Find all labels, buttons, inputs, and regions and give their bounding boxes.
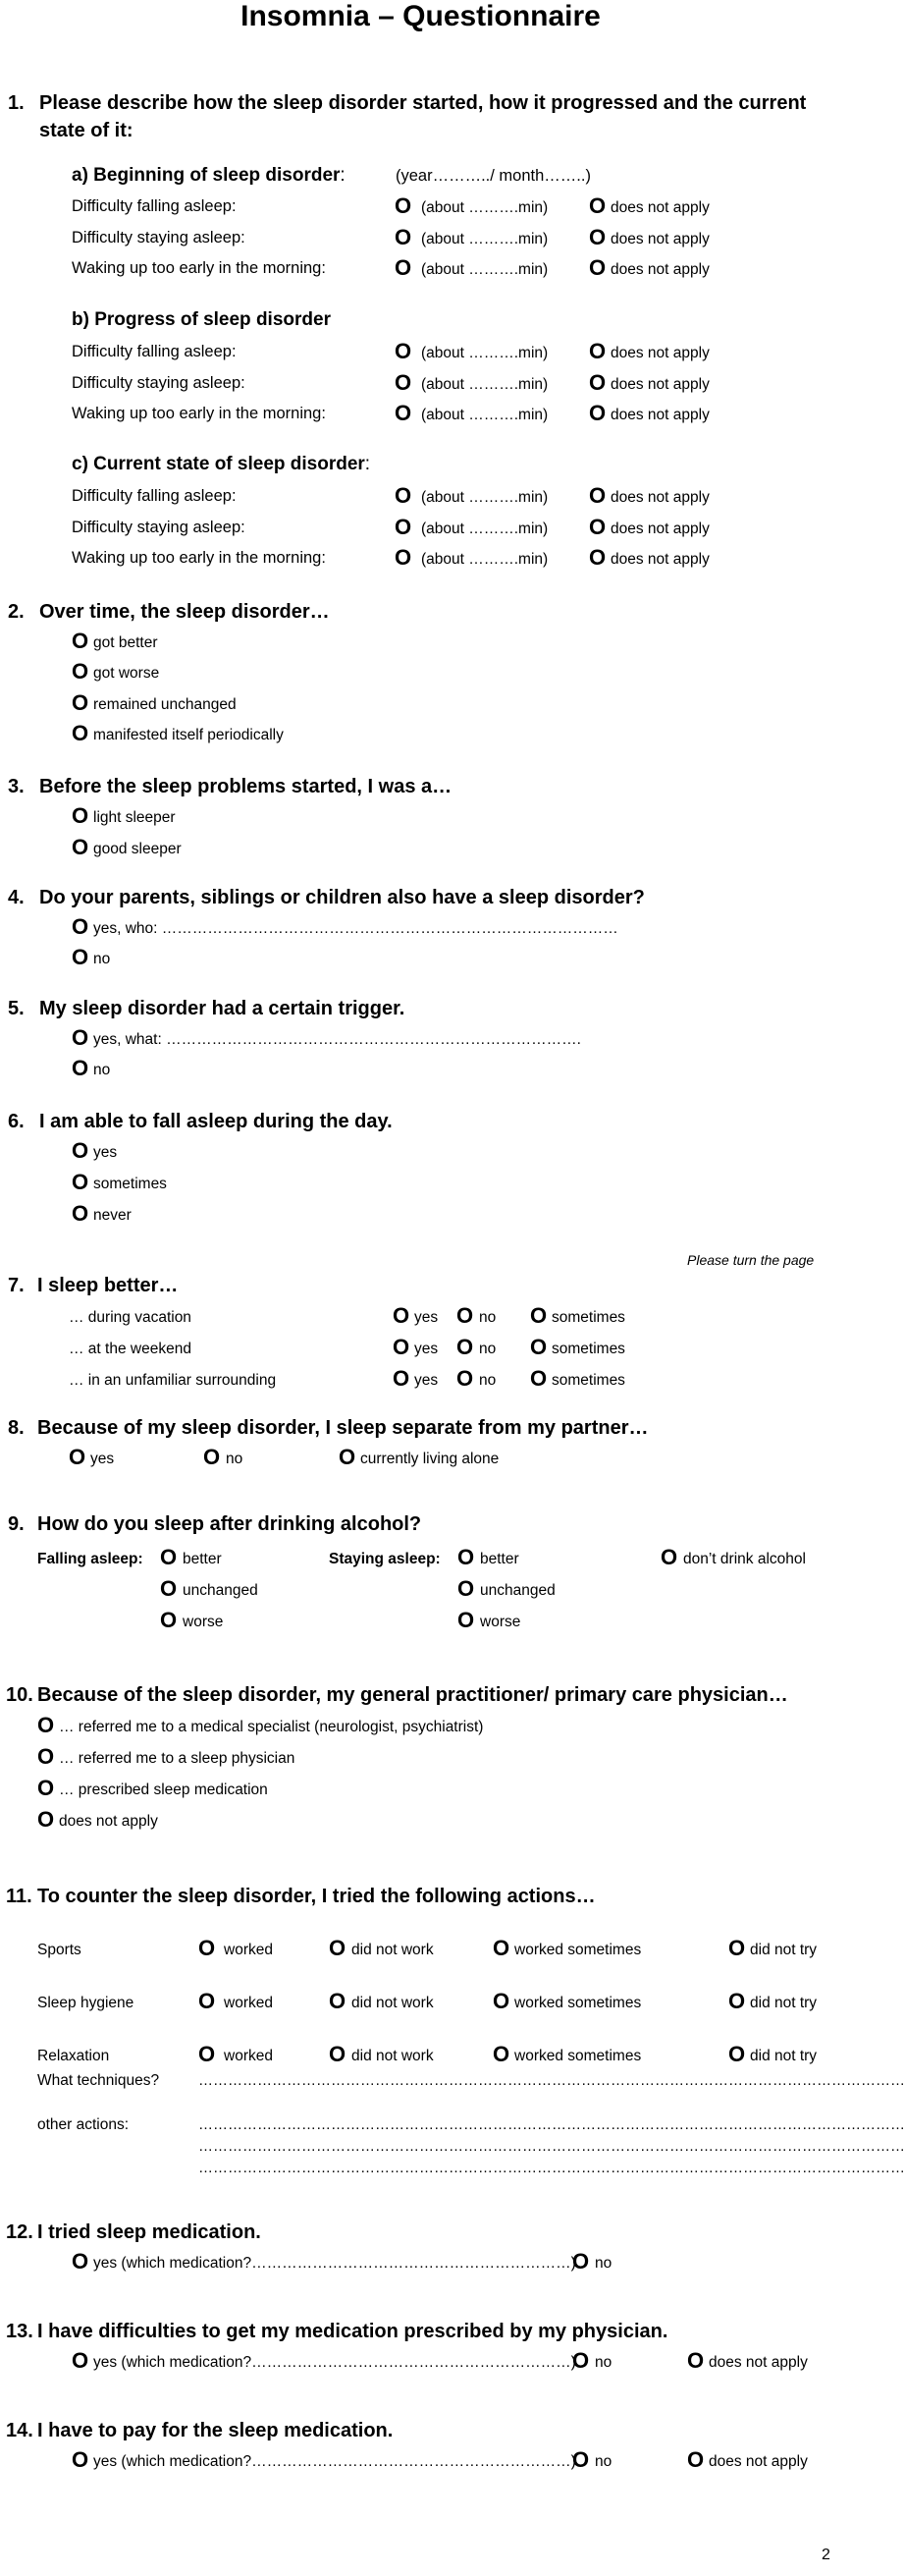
q9-number: 9. xyxy=(8,1513,25,1535)
q10-radio[interactable]: O xyxy=(37,1744,55,1769)
q14-radio-yes[interactable]: O xyxy=(72,2447,89,2472)
q11-radio-worked[interactable]: O xyxy=(198,2042,216,2066)
q11-radio-worked[interactable]: O xyxy=(198,1989,216,2013)
q1c-title-text: c) Current state of sleep disorder xyxy=(72,454,365,474)
q1c-about: (about ……….min) xyxy=(421,489,549,506)
q7-radio-sometimes[interactable]: O xyxy=(530,1366,548,1391)
q9-text: How do you sleep after drinking alcohol? xyxy=(37,1513,422,1535)
q7-sometimes: sometimes xyxy=(552,1341,625,1357)
q9-staying-option: better xyxy=(480,1551,519,1567)
q11-other-line[interactable]: ……………………………………………………………………………………………………………………………… xyxy=(198,2160,905,2176)
q1a-about: (about ……….min) xyxy=(421,261,549,278)
q1a-na: does not apply xyxy=(611,261,710,278)
q13-no: no xyxy=(595,2354,612,2371)
q8-radio-alone[interactable]: O xyxy=(339,1445,356,1469)
q10-text: Because of the sleep disorder, my general practitioner/ primary care physician… xyxy=(37,1684,788,1706)
q1b-radio-na[interactable]: O xyxy=(589,370,607,395)
q2-radio[interactable]: O xyxy=(72,629,89,653)
q2-radio[interactable]: O xyxy=(72,721,89,745)
q7-text: I sleep better… xyxy=(37,1275,179,1296)
q1-text-line2: state of it: xyxy=(39,120,133,141)
q8-text: Because of my sleep disorder, I sleep separate from my partner… xyxy=(37,1417,649,1439)
q14-radio-no[interactable]: O xyxy=(572,2447,590,2472)
q1c-about: (about ……….min) xyxy=(421,551,549,568)
q7-radio-sometimes[interactable]: O xyxy=(530,1335,548,1359)
q11-other-line[interactable]: ……………………………………………………………………………………………………………………………… xyxy=(198,2138,905,2155)
q8-yes: yes xyxy=(90,1451,115,1467)
q11-row-label: Sports xyxy=(37,1942,81,1958)
q1-text-line1: Please describe how the sleep disorder started, how it progressed and the current xyxy=(39,92,807,114)
q13-text: I have difficulties to get my medication prescribed by my physician. xyxy=(37,2321,668,2342)
q1a-na: does not apply xyxy=(611,231,710,247)
q11-radio-did-not-work[interactable]: O xyxy=(329,1936,346,1960)
q9-no-alcohol: don’t drink alcohol xyxy=(683,1551,806,1567)
q2-radio[interactable]: O xyxy=(72,690,89,715)
page-title: Insomnia – Questionnaire xyxy=(240,0,601,32)
q10-radio[interactable]: O xyxy=(37,1807,55,1832)
q1b-radio-about[interactable]: O xyxy=(395,370,412,395)
q11-worked-sometimes: worked sometimes xyxy=(514,1942,642,1958)
q11-worked: worked xyxy=(224,1942,273,1958)
q2-option: got better xyxy=(93,634,158,651)
q2-option: got worse xyxy=(93,665,160,682)
q11-radio-worked-sometimes[interactable]: O xyxy=(493,1936,510,1960)
q1b-radio-about[interactable]: O xyxy=(395,339,412,363)
q1b-title: b) Progress of sleep disorder xyxy=(72,309,331,330)
q9-staying-radio[interactable]: O xyxy=(457,1608,475,1632)
q1c-radio-na[interactable]: O xyxy=(589,515,607,539)
q10-option: … prescribed sleep medication xyxy=(59,1781,268,1798)
q4-radio-no[interactable]: O xyxy=(72,945,89,969)
q6-text: I am able to fall asleep during the day. xyxy=(39,1111,393,1132)
q1c-radio-about[interactable]: O xyxy=(395,545,412,570)
q9-falling-option: better xyxy=(183,1551,222,1567)
q1c-na: does not apply xyxy=(611,489,710,506)
q10-option: … referred me to a sleep physician xyxy=(59,1750,295,1767)
q11-techniques-line[interactable]: ……………………………………………………………………………………………………………………………… xyxy=(198,2072,905,2089)
q1-number: 1. xyxy=(8,92,25,114)
q11-row-label: Relaxation xyxy=(37,2048,110,2064)
page-number: 2 xyxy=(822,2547,830,2563)
q1c-na: does not apply xyxy=(611,521,710,537)
q14-radio-na[interactable]: O xyxy=(687,2447,705,2472)
q4-number: 4. xyxy=(8,887,25,908)
q1a-na: does not apply xyxy=(611,199,710,216)
q1a-radio-about[interactable]: O xyxy=(395,255,412,280)
q11-radio-did-not-work[interactable]: O xyxy=(329,2042,346,2066)
q1a-title-text: a) Beginning of sleep disorder xyxy=(72,165,341,186)
q1a-about: (about ……….min) xyxy=(421,231,549,247)
q7-sometimes: sometimes xyxy=(552,1372,625,1389)
q11-other-actions-label: other actions: xyxy=(37,2116,130,2133)
q10-radio[interactable]: O xyxy=(37,1713,55,1737)
q14-no: no xyxy=(595,2453,612,2470)
q12-no: no xyxy=(595,2255,612,2272)
q6-option: yes xyxy=(93,1144,118,1161)
q11-did-not-try: did not try xyxy=(750,1995,818,2011)
q1a-radio-about[interactable]: O xyxy=(395,193,412,218)
q5-text: My sleep disorder had a certain trigger. xyxy=(39,998,405,1019)
q6-number: 6. xyxy=(8,1111,25,1132)
q12-number: 12. xyxy=(6,2221,33,2243)
q1c-title xyxy=(72,454,370,475)
q4-yes-who: yes, who: ……………………………………………………………………………… xyxy=(93,920,618,937)
q14-yes-which: yes (which medication?………………………………………………………) xyxy=(93,2453,576,2470)
q1a-radio-na[interactable]: O xyxy=(589,225,607,249)
q11-row-label: Sleep hygiene xyxy=(37,1995,134,2011)
q7-radio-no[interactable]: O xyxy=(456,1366,474,1391)
q7-row-label: … during vacation xyxy=(69,1309,191,1326)
q8-number: 8. xyxy=(8,1417,25,1439)
q1a-year-month: (year………../ month……..) xyxy=(396,167,591,185)
q9-falling-radio[interactable]: O xyxy=(160,1545,178,1569)
q11-radio-worked[interactable]: O xyxy=(198,1936,216,1960)
q10-option: does not apply xyxy=(59,1813,158,1830)
q6-radio[interactable]: O xyxy=(72,1138,89,1163)
q1c-na: does not apply xyxy=(611,551,710,568)
q11-other-line[interactable]: ……………………………………………………………………………………………………………………………… xyxy=(198,2116,905,2133)
q1c-radio-about[interactable]: O xyxy=(395,515,412,539)
q8-radio-no[interactable]: O xyxy=(203,1445,221,1469)
q5-number: 5. xyxy=(8,998,25,1019)
q1b-na: does not apply xyxy=(611,376,710,393)
q1b-row-label: Difficulty staying asleep: xyxy=(72,374,245,392)
q7-no: no xyxy=(479,1309,497,1326)
q6-option: sometimes xyxy=(93,1176,167,1192)
q7-no: no xyxy=(479,1341,497,1357)
q11-radio-did-not-work[interactable]: O xyxy=(329,1989,346,2013)
q11-what-techniques-label: What techniques? xyxy=(37,2072,160,2089)
q11-did-not-work: did not work xyxy=(351,1942,434,1958)
q2-option: manifested itself periodically xyxy=(93,727,284,743)
q11-did-not-try: did not try xyxy=(750,2048,818,2064)
q9-falling-option: unchanged xyxy=(183,1582,258,1599)
q14-na: does not apply xyxy=(709,2453,808,2470)
q2-option: remained unchanged xyxy=(93,696,237,713)
q7-radio-yes[interactable]: O xyxy=(393,1335,410,1359)
q1b-about: (about ……….min) xyxy=(421,345,549,361)
q11-number: 11. xyxy=(6,1886,32,1907)
q3-radio[interactable]: O xyxy=(72,803,89,828)
q1a-radio-about[interactable]: O xyxy=(395,225,412,249)
q11-radio-did-not-try[interactable]: O xyxy=(728,1989,746,2013)
q11-did-not-work: did not work xyxy=(351,1995,434,2011)
q10-radio[interactable]: O xyxy=(37,1776,55,1800)
q1a-colon: : xyxy=(340,165,346,186)
q9-staying-option: unchanged xyxy=(480,1582,556,1599)
q11-radio-did-not-try[interactable]: O xyxy=(728,1936,746,1960)
q5-radio-yes[interactable]: O xyxy=(72,1025,89,1050)
q3-number: 3. xyxy=(8,776,25,797)
q11-worked: worked xyxy=(224,1995,273,2011)
q1c-row-label: Difficulty falling asleep: xyxy=(72,487,237,505)
q4-text: Do your parents, siblings or children also have a sleep disorder? xyxy=(39,887,645,908)
q11-text: To counter the sleep disorder, I tried the following actions… xyxy=(37,1886,596,1907)
q11-radio-did-not-try[interactable]: O xyxy=(728,2042,746,2066)
q4-no: no xyxy=(93,951,111,967)
q9-falling-option: worse xyxy=(183,1614,224,1630)
q8-alone: currently living alone xyxy=(360,1451,500,1467)
q1c-radio-about[interactable]: O xyxy=(395,483,412,508)
q7-radio-yes[interactable]: O xyxy=(393,1303,410,1328)
q13-radio-yes[interactable]: O xyxy=(72,2348,89,2373)
q7-row-label: … in an unfamiliar surrounding xyxy=(69,1372,277,1389)
q1b-na: does not apply xyxy=(611,407,710,423)
q9-staying-radio[interactable]: O xyxy=(457,1576,475,1601)
q11-did-not-work: did not work xyxy=(351,2048,434,2064)
q7-number: 7. xyxy=(8,1275,25,1296)
q7-radio-no[interactable]: O xyxy=(456,1335,474,1359)
q11-worked-sometimes: worked sometimes xyxy=(514,2048,642,2064)
q11-did-not-try: did not try xyxy=(750,1942,818,1958)
q2-radio[interactable]: O xyxy=(72,659,89,684)
q2-text: Over time, the sleep disorder… xyxy=(39,601,330,623)
q1b-about: (about ……….min) xyxy=(421,407,549,423)
q7-row-label: … at the weekend xyxy=(69,1341,191,1357)
q9-falling-radio[interactable]: O xyxy=(160,1608,178,1632)
q1c-about: (about ……….min) xyxy=(421,521,549,537)
q7-radio-no[interactable]: O xyxy=(456,1303,474,1328)
q6-option: never xyxy=(93,1207,132,1224)
q5-yes-what: yes, what: ………………………………………………………………………. xyxy=(93,1031,581,1048)
q11-radio-worked-sometimes[interactable]: O xyxy=(493,1989,510,2013)
q1c-radio-na[interactable]: O xyxy=(589,483,607,508)
q3-option: light sleeper xyxy=(93,809,176,826)
q7-yes: yes xyxy=(414,1309,439,1326)
q11-worked-sometimes: worked sometimes xyxy=(514,1995,642,2011)
q4-radio-yes[interactable]: O xyxy=(72,914,89,939)
q1a-radio-na[interactable]: O xyxy=(589,255,607,280)
q12-radio-no[interactable]: O xyxy=(572,2249,590,2274)
q9-falling-radio[interactable]: O xyxy=(160,1576,178,1601)
q5-no: no xyxy=(93,1062,111,1078)
q14-number: 14. xyxy=(6,2420,33,2441)
q1a-radio-na[interactable]: O xyxy=(589,193,607,218)
q8-no: no xyxy=(226,1451,243,1467)
q6-radio[interactable]: O xyxy=(72,1201,89,1226)
q1a-row-label: Waking up too early in the morning: xyxy=(72,259,326,277)
q12-yes-which: yes (which medication?………………………………………………………) xyxy=(93,2255,576,2272)
turn-page-note: Please turn the page xyxy=(687,1252,815,1268)
q1a-about: (about ……….min) xyxy=(421,199,549,216)
q6-radio[interactable]: O xyxy=(72,1170,89,1194)
q9-staying-radio[interactable]: O xyxy=(457,1545,475,1569)
q7-no: no xyxy=(479,1372,497,1389)
q12-radio-yes[interactable]: O xyxy=(72,2249,89,2274)
q9-radio-no-alcohol[interactable]: O xyxy=(661,1545,678,1569)
q1b-radio-na[interactable]: O xyxy=(589,401,607,425)
q1c-radio-na[interactable]: O xyxy=(589,545,607,570)
q1b-row-label: Difficulty falling asleep: xyxy=(72,343,237,360)
q1b-about: (about ……….min) xyxy=(421,376,549,393)
q9-staying-option: worse xyxy=(480,1614,521,1630)
q13-radio-no[interactable]: O xyxy=(572,2348,590,2373)
q7-yes: yes xyxy=(414,1341,439,1357)
q9-falling-label: Falling asleep: xyxy=(37,1551,143,1567)
q3-option: good sleeper xyxy=(93,841,182,857)
q7-radio-sometimes[interactable]: O xyxy=(530,1303,548,1328)
q7-radio-yes[interactable]: O xyxy=(393,1366,410,1391)
q1c-row-label: Difficulty staying asleep: xyxy=(72,519,245,536)
q1c-row-label: Waking up too early in the morning: xyxy=(72,549,326,567)
q11-radio-worked-sometimes[interactable]: O xyxy=(493,2042,510,2066)
q13-radio-na[interactable]: O xyxy=(687,2348,705,2373)
q1b-radio-about[interactable]: O xyxy=(395,401,412,425)
q10-option: … referred me to a medical specialist (neurologist, psychiatrist) xyxy=(59,1719,484,1735)
q3-text: Before the sleep problems started, I was a… xyxy=(39,776,452,797)
q1b-row-label: Waking up too early in the morning: xyxy=(72,405,326,422)
q12-text: I tried sleep medication. xyxy=(37,2221,261,2243)
q7-yes: yes xyxy=(414,1372,439,1389)
q1a-title xyxy=(72,165,346,187)
q1b-radio-na[interactable]: O xyxy=(589,339,607,363)
q14-text: I have to pay for the sleep medication. xyxy=(37,2420,394,2441)
q7-sometimes: sometimes xyxy=(552,1309,625,1326)
q8-radio-yes[interactable]: O xyxy=(69,1445,86,1469)
q1b-na: does not apply xyxy=(611,345,710,361)
q10-number: 10. xyxy=(6,1684,33,1706)
q13-number: 13. xyxy=(6,2321,33,2342)
q1c-colon: : xyxy=(364,454,371,474)
q9-staying-label: Staying asleep: xyxy=(329,1551,441,1567)
q13-yes-which: yes (which medication?………………………………………………………) xyxy=(93,2354,576,2371)
q2-number: 2. xyxy=(8,601,25,623)
q1a-row-label: Difficulty falling asleep: xyxy=(72,197,237,215)
q11-worked: worked xyxy=(224,2048,273,2064)
q5-radio-no[interactable]: O xyxy=(72,1056,89,1080)
q3-radio[interactable]: O xyxy=(72,835,89,859)
q1a-row-label: Difficulty staying asleep: xyxy=(72,229,245,247)
q13-na: does not apply xyxy=(709,2354,808,2371)
